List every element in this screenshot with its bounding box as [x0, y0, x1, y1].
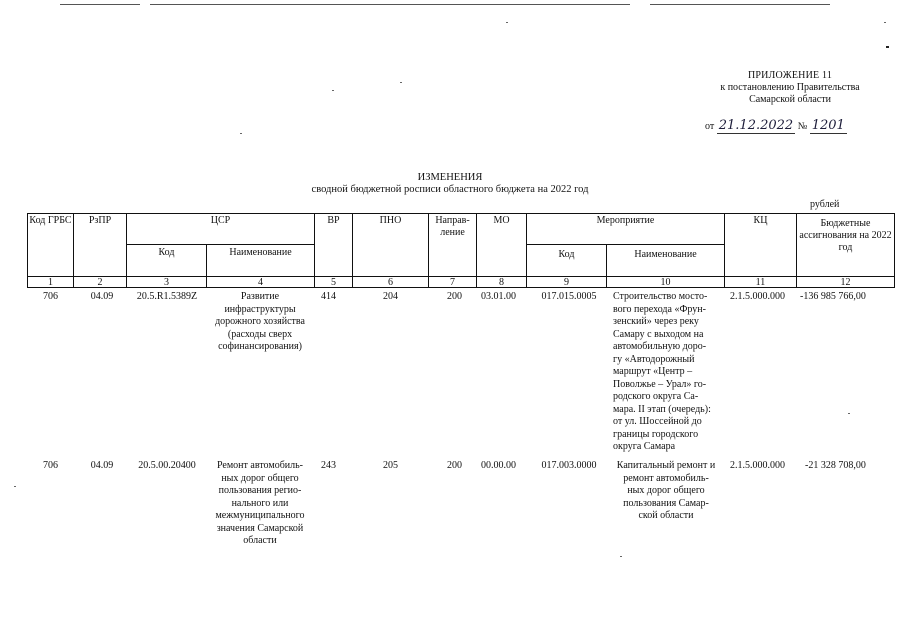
cell-csr-kod: 20.5.00.20400 — [138, 460, 196, 471]
header-pno: ПНО — [379, 215, 402, 226]
cell-event-name: Строительство мосто- вого перехода «Фрун- зенский» через реку Самару с выходом на автомобильную доро- гу «Автодорожный маршрут «Центр – Поволжье – Урал» го- родского округа Са- мара. II этап (очередь): от ул. Шоссейной до границы городского округа Самара — [613, 291, 711, 452]
cell-event-kod: 017.003.0000 — [541, 460, 597, 471]
units-label: рублей — [810, 199, 840, 210]
scan-artifact-line — [60, 4, 140, 5]
cell-amount: -136 985 766,00 — [800, 291, 866, 302]
cell-event-name: Капитальный ремонт и ремонт автомобиль- ных дорог общего пользования Самар- ской области — [616, 460, 716, 521]
cell-csr-name: Развитие инфраструктуры дорожного хозяйства (расходы сверх софинансирования) — [215, 291, 305, 352]
header-event: Мероприятие — [596, 215, 655, 226]
cell-napr: 200 — [447, 460, 462, 471]
col-number: 12 — [840, 277, 851, 288]
col-number: 3 — [164, 277, 169, 288]
col-number: 7 — [450, 277, 455, 288]
col-number: 6 — [388, 277, 393, 288]
cell-csr-kod: 20.5.R1.5389Z — [136, 291, 198, 302]
header-vr: ВР — [327, 215, 340, 226]
cell-event-kod: 017.015.0005 — [541, 291, 597, 302]
cell-grbs: 706 — [43, 291, 58, 302]
header-kod-grbs: Код ГРБС — [29, 215, 72, 226]
header-budget: Бюджетные ассигнования на 2022 год — [799, 218, 892, 253]
col-number: 9 — [564, 277, 569, 288]
document-title-block — [250, 172, 650, 196]
header-mo: МО — [493, 215, 510, 226]
cell-amount: -21 328 708,00 — [805, 460, 866, 471]
scan-speck — [14, 486, 16, 487]
document-subtitle: сводной бюджетной росписи областного бюджета на 2022 год — [311, 184, 589, 195]
header-event-kod: Код — [558, 249, 575, 260]
table-line — [526, 244, 724, 245]
scan-artifact-line — [650, 4, 830, 5]
scan-artifact-line — [150, 4, 630, 5]
col-number: 2 — [97, 277, 103, 288]
cell-grbs: 706 — [43, 460, 58, 471]
header-csr-kod: Код — [158, 247, 175, 258]
handwritten-number: 1201 — [811, 118, 845, 133]
col-number: 10 — [660, 277, 671, 288]
col-number: 1 — [48, 277, 53, 288]
scan-speck — [620, 556, 622, 557]
cell-rzpr: 04.09 — [90, 460, 114, 471]
scan-speck — [886, 46, 889, 48]
table-line — [894, 213, 895, 288]
date-prefix: от — [705, 121, 715, 132]
cell-rzpr: 04.09 — [90, 291, 114, 302]
scan-speck — [400, 82, 402, 83]
cell-vr: 243 — [321, 460, 336, 471]
handwritten-date: 21.12.2022 — [718, 118, 794, 133]
col-number: 11 — [755, 277, 766, 288]
appendix-date-number — [705, 118, 847, 134]
cell-kc: 2.1.5.000.000 — [730, 460, 785, 471]
appendix-title: ПРИЛОЖЕНИЕ 11 — [747, 70, 833, 81]
number-prefix: № — [797, 121, 808, 132]
scan-speck — [240, 133, 242, 134]
header-csr: ЦСР — [210, 215, 231, 226]
cell-vr: 414 — [321, 291, 336, 302]
col-number: 4 — [258, 277, 263, 288]
table-line — [126, 244, 314, 245]
scan-speck — [848, 413, 850, 414]
header-event-name: Наименование — [634, 249, 697, 260]
header-napr: Направ- ление — [435, 215, 470, 238]
cell-pno: 204 — [383, 291, 398, 302]
cell-kc: 2.1.5.000.000 — [730, 291, 785, 302]
header-rzpr: РзПР — [88, 215, 112, 226]
cell-mo: 00.00.00 — [481, 460, 516, 471]
col-number: 8 — [499, 277, 504, 288]
cell-pno: 205 — [383, 460, 398, 471]
scan-speck — [506, 22, 508, 23]
cell-mo: 03.01.00 — [481, 291, 516, 302]
header-csr-name: Наименование — [229, 247, 292, 258]
appendix-line-2: к постановлению Правительства — [720, 82, 860, 93]
col-number: 5 — [331, 277, 336, 288]
appendix-header — [690, 70, 890, 106]
cell-csr-name: Ремонт автомобиль- ных дорог общего пользования регио- нального или межмуниципального значения Самарской области — [215, 460, 305, 546]
appendix-line-3: Самарской области — [749, 94, 831, 105]
scan-speck — [332, 90, 334, 91]
header-kc: КЦ — [753, 215, 768, 226]
table-line — [27, 213, 895, 214]
scan-speck — [884, 22, 886, 23]
cell-napr: 200 — [447, 291, 462, 302]
document-title: ИЗМЕНЕНИЯ — [417, 172, 483, 183]
